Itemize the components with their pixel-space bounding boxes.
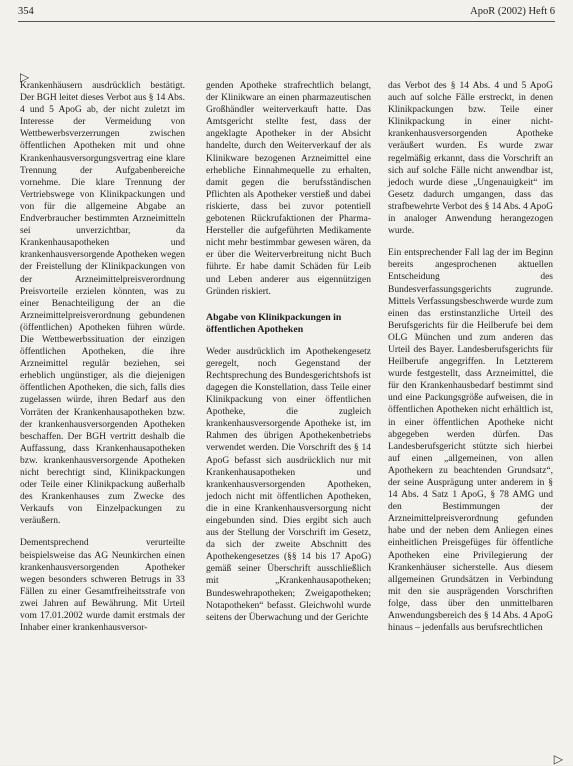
paragraph: Ein entsprechender Fall lag der im Beginn bereits angesprochenen aktuellen Entscheidung des Bundesverfassungsgerichts zugrunde. Mittels Verfassungsbeschwerde wurde zum einen das erstinstanzliche Urteil des Berufsgerichts für die Heilberufe bei dem OLG München und zum anderen das Urteil des Bayer. Landesberufsgerichts für Heilberufe angegriffen. In Letzterem wurde festgestellt, dass Arzneimittel, die für den Krankenhausbedarf bestimmt sind und eine Packungsgröße aufweisen, die in öffentlichen Apotheken nicht erhältlich ist, in einer öffentlichen Apotheke nicht abgegeben werden dürfen. Das Landesberufsgericht stützte sich hierbei auf einen „allgemeinen, von allen Apothekern zu beachtenden Grundsatz“, der seine Ausprägung unter anderem in § 14 Abs. 4 Satz 1 ApoG, § 78 AMG und den Bestimmungen der Arzneimittelpreisverordnung gefunden habe und der neben dem Anliegen eines einheitlichen Preisgefüges für öffentliche Apotheken eine Privilegierung der Krankenhäuser sicherstelle. Aus diesem allgemeinen Grundsätzen in Verbindung mit den sie ausprägenden Vorschriften folge, dass über den unmittelbaren Anwendungsbereich des § 14 Abs. 4 ApoG hinaus – jedenfalls aus berufsrechtlichen [388,248,553,634]
paragraph: Weder ausdrücklich im Apothekengesetz geregelt, noch Gegenstand der Rechtsprechung des Bundesgerichtshofs ist dagegen die Konstellation, dass Teile einer Klinikpackung von einer öffentlichen Apotheke, die zugleich krankenhausversorgende Apotheke ist, im Rahmen des übrigen Apothekenbetriebs verwendet werden. Die Vorschrift des § 14 ApoG befasst sich ausdrücklich nur mit Krankenhausapotheken und krankenhausversorgenden Apotheken, jedoch nicht mit öffentlichen Apotheken, die in eine Krankenhausversorgung nicht eingebunden sind. Dies ergibt sich auch aus der Stellung der Vorschrift im Gesetz, da sich der zweite Abschnitt des Apothekengesetzes (§§ 14 bis 17 ApoG) gemäß seiner Überschrift ausschließlich mit „Krankenhausapotheken; Bundeswehrapotheken; Zweigapotheken; Notapotheken“ befasst. Gleichwohl wurde seitens der Überwachung und der Gerichte [206,346,371,623]
page-number: 354 [18,6,34,17]
column-right [388,80,553,644]
paragraph: Krankenhäusern ausdrücklich bestätigt. Der BGH leitet dieses Verbot aus § 14 Abs. 4 und 5 ApoG ab, der nicht zuletzt im Interesse der Vermeidung von Wettbewerbsverzerrungen zwischen öffentlichen Apotheken mit und ohne Krankenhausversorgungsvertrag eine klare Trennung der Aufgabenbereiche vornehme. Die klare Trennung der Vertriebswege von Klinikpackungen und von für die allgemeine Abgabe an Endverbraucher bestimmten Arzneimitteln sei unverzichtbar, da Krankenhausapotheken und krankenhausversorgende Apotheken wegen der Freistellung der Klinikpackungen von der Arzneimittelpreisverordnung Preisvorteile erzielen könnten, was zu einer Benachteiligung der an die Arzneimittelpreisverordnung gebundenen (öffentlichen) Apotheken führen würde. Die Wettbewerbssituation der einzigen öffentlichen Apotheken, die ihre Arzneimittel regulär beziehen, sei erheblich ungünstiger, als die diejenigen öffentlichen Apotheken, die sich, falls dies zugelassen würde, ihren Bedarf aus den Vorräten der Krankenhausapotheken bzw. der krankenhausversorgenden Apotheken beschaffen. Der BGH vertritt deshalb die Auffassung, dass Krankenhausapotheken bzw. krankenhausversorgende Apotheken nicht berechtigt sind, Klinikpackungen oder Teile einer Klinikpackung außerhalb des Krankenhauses zum Zwecke des Verkaufs von Einzelpackungen zu veräußern. [20,81,185,527]
page-continues-arrow-icon: ▷ [553,752,563,766]
page-header [18,4,555,28]
continuation-arrow-icon: ▷ [20,70,30,84]
header-rule [18,21,555,22]
paragraph: genden Apotheke strafrechtlich belangt, der Klinikware an einen pharmazeutischen Großhändler weiterverkauft hatte. Das Amtsgericht stellte fest, dass der angeklagte Apotheker in der Absicht handelte, durch den Weiterverkauf der als Klinikware bezogenen Arzneimittel eine erhebliche Einnahmequelle zu erhalten, damit gegen die berufsständischen Pflichten als Apotheker verstieß und dabei riskierte, dass bei zuvor potentiell gebotenen Rückrufaktionen der Pharma-Hersteller die aufgeführten Medikamente nicht mehr bestimmbar gewesen wären, da er über die Weiterverbreitung nicht Buch führte. Er habe damit Schäden für Leib und Leben anderer aus eigennützigen Gründen riskiert. [206,81,371,297]
column-middle [206,80,371,634]
column-left [20,80,185,644]
journal-citation: ApoR (2002) Heft 6 [470,6,555,17]
section-heading: Abgabe von Klinikpackungen in öffentlichen Apotheken [206,311,342,335]
paragraph: das Verbot des § 14 Abs. 4 und 5 ApoG auch auf solche Fälle erstreckt, in denen Klinikpackungen bzw. Teile einer Klinikpackung in einer nicht-krankenhausversorgenden Apotheke veräußert wurden. Es wurde zwar regelmäßig erkannt, dass die Vorschrift an sich auf solche Fälle nicht anwendbar ist, jedoch wurde diese „Ungenauigkeit“ im Gesetz dadurch umgangen, dass das strafbewehrte Verbot des § 14 Abs. 4 ApoG in analoger Anwendung herangezogen wurde. [388,81,553,237]
paragraph: Dementsprechend verurteilte beispielsweise das AG Neunkirchen einen krankenhausversorgenden Apotheker wegen besonders schweren Betrugs in 33 Fällen zu einer Gesamtfreiheitsstrafe von zwei Jahren auf Bewährung. Mit Urteil vom 17.01.2002 wurde damit erstmals der Inhaber einer krankenhausversor- [20,538,185,634]
